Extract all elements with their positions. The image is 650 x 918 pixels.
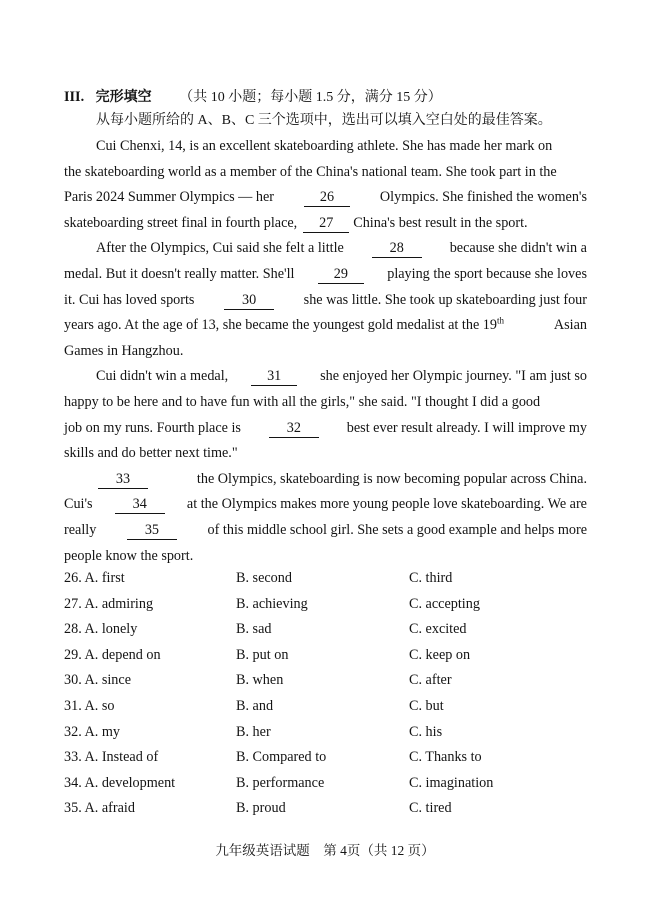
line-text: Olympics. She finished the women's [379,189,587,206]
option-b: B. Compared to [236,749,327,766]
section-number: III. [64,89,85,105]
passage-line [64,160,587,186]
option-c: C. his [409,723,443,740]
line-text: medal. But it doesn't really matter. She'll [64,265,295,282]
option-b: B. put on [236,646,289,663]
option-a: 32. A. my [64,723,120,740]
line-text: job on my runs. Fourth place is [64,419,241,436]
line-text: people know the sport. [64,547,194,564]
option-c: C. excited [409,621,467,638]
option-row [64,745,604,771]
passage-line [64,134,587,160]
blank-27: 27 [303,214,349,233]
blank-35: 35 [127,521,177,540]
option-row [64,566,604,592]
option-b: B. sad [236,621,272,638]
passage-line [64,236,587,262]
line-text: playing the sport because she loves [387,265,587,282]
line-text: Paris 2024 Summer Olympics — her [64,189,275,206]
option-c: C. keep on [409,646,471,663]
blank-28: 28 [372,239,422,258]
line-text: she was little. She took up skateboarding just four [303,291,587,308]
line-text: skateboarding street final in fourth place, [64,214,298,231]
line-text: After the Olympics, Cui said she felt a little [96,240,344,257]
line-text: the Olympics, skateboarding is now becoming popular across China. [196,470,587,487]
option-c: C. accepting [409,595,480,612]
passage-line [64,390,587,416]
line-text: Cui didn't win a medal, [96,368,229,385]
line-text: of this middle school girl. She sets a good example and helps more [207,521,587,538]
blank-32: 32 [269,419,319,438]
option-a: 29. A. depend on [64,646,161,663]
passage-line [64,492,587,518]
line-text: because she didn't win a [449,240,587,257]
passage-line [64,262,587,288]
line-text: Cui's [64,496,93,513]
option-b: B. proud [236,800,286,817]
option-b: B. second [236,570,292,586]
passage-line [64,339,587,365]
passage-line [64,416,587,442]
option-a: 31. A. so [64,697,115,714]
option-row [64,668,604,694]
passage-line [64,185,587,211]
passage-line [64,467,587,493]
line-text: years ago. At the age of 13, she became the youngest gold medalist at the 19 [64,317,497,334]
option-row [64,771,604,797]
passage-line [64,211,587,237]
line-text: Cui Chenxi, 14, is an excellent skateboarding athlete. She has made her mark on [96,138,553,154]
line-text: Asian [553,317,587,334]
option-a: 28. A. lonely [64,621,138,638]
passage-line [64,441,587,467]
option-row [64,617,604,643]
passage-line [64,313,587,339]
line-text: it. Cui has loved sports [64,291,195,308]
option-a: 30. A. since [64,672,131,689]
line-text: China's best result in the sport. [353,214,528,231]
option-b: B. and [236,697,274,714]
blank-30: 30 [224,291,274,310]
line-text: really [64,521,97,538]
option-row [64,694,604,720]
passage-line [64,518,587,544]
option-a: 33. A. Instead of [64,749,159,766]
option-a: 35. A. afraid [64,800,135,817]
blank-34: 34 [115,495,165,514]
blank-29: 29 [318,265,364,284]
line-text: best ever result already. I will improve my [346,419,587,436]
option-row [64,796,604,822]
blank-26: 26 [304,188,350,207]
option-b: B. achieving [236,595,308,612]
page-footer: 九年级英语试题 第 4页（共 12 页） [215,843,435,858]
passage-line [64,364,587,390]
option-row [64,720,604,746]
line-text: at the Olympics makes more young people love skateboarding. We are [186,496,587,513]
answer-options [64,566,604,822]
instruction-text: 从每小题所给的 A、B、C 三个选项中，选出可以填入空白处的最佳答案。 [96,113,552,128]
option-row [64,592,604,618]
line-text: she enjoyed her Olympic journey. "I am just so [320,368,587,385]
ordinal-superscript: th [497,315,505,326]
option-row [64,643,604,669]
line-text: the skateboarding world as a member of the China's national team. She took part in the [64,163,557,180]
option-b: B. her [236,723,271,740]
option-c: C. after [409,672,452,689]
blank-31: 31 [251,367,297,386]
option-a: 27. A. admiring [64,595,154,612]
option-c: C. tired [409,800,452,817]
blank-33: 33 [98,470,148,489]
option-a: 34. A. development [64,774,176,791]
cloze-passage [64,134,587,569]
section-score-info: （共 10 小题；每小题 1.5 分，满分 15 分） [179,90,442,105]
option-c: C. imagination [409,774,494,791]
option-a: 26. A. first [64,570,125,586]
option-b: B. when [236,672,284,689]
line-text-with-superscript [64,313,504,339]
line-text: happy to be here and to have fun with all the girls," she said. "I thought I did a good [64,393,541,410]
passage-line [64,288,587,314]
option-c: C. Thanks to [409,749,482,766]
line-text: Games in Hangzhou. [64,342,184,359]
line-text: skills and do better next time." [64,445,238,462]
option-b: B. performance [236,774,325,791]
option-c: C. but [409,697,444,714]
section-header [64,86,604,109]
option-c: C. third [409,570,453,586]
section-title: 完形填空 [95,89,152,105]
